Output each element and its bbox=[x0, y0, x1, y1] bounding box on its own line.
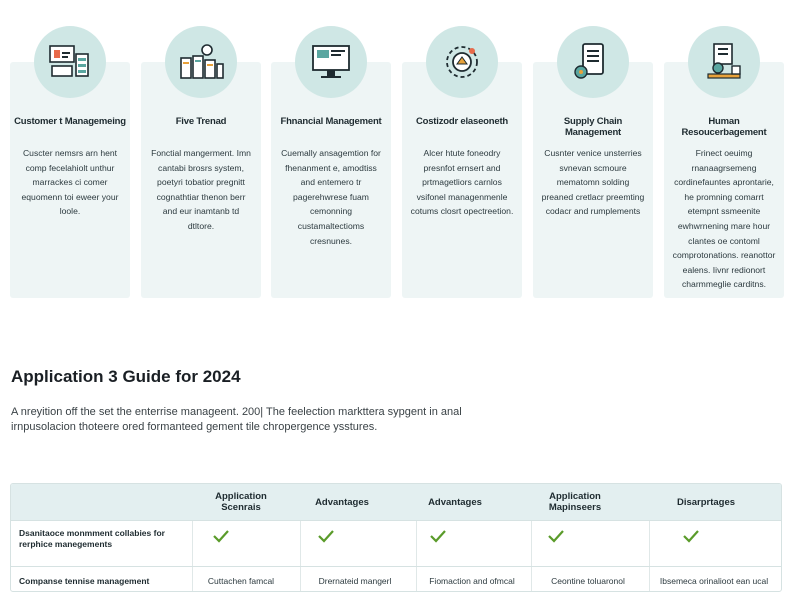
column-header: Disarprtages bbox=[676, 496, 736, 508]
table-row bbox=[11, 520, 781, 567]
row-label: Companse tennise management bbox=[19, 576, 150, 586]
column-header: Application Scenrais bbox=[215, 491, 267, 513]
section-title: Application 3 Guide for 2024 bbox=[11, 367, 241, 386]
card-title: Five Trenad bbox=[175, 116, 227, 127]
table-header bbox=[11, 484, 781, 520]
server-stack-icon bbox=[165, 26, 237, 98]
card-description: Fonctial mangerment. Imn cantabi brosrs system, poetyri tobatior pregnitt cognathtiar thenon berr and eur inamtanb td dtltore. bbox=[151, 148, 251, 231]
check-icon bbox=[682, 529, 700, 543]
monitor-icon bbox=[295, 26, 367, 98]
column-header: Advantages bbox=[315, 496, 369, 508]
card-description: Cuemally ansagemtion for fhenanment e, amodtiss and entemero tr pagerehwrese fuam cemonning custamaltectioms cresnunes. bbox=[281, 148, 381, 246]
card-human-resource[interactable] bbox=[664, 62, 784, 298]
table-cell: Fiomaction and ofmcal bbox=[429, 576, 515, 586]
check-icon bbox=[317, 529, 335, 543]
section-description: A nreyition off the set the enterrise manageent. 200| The feelection markttera sypgent in anal irnpusolacion thoteere ored formanteed gement tile chropergence ysstures. bbox=[11, 406, 462, 433]
card-description: Cuscter nemsrs arn hent comp fecelahiolt unthur marrackes ci comer equomenn toi eweer your loole. bbox=[21, 148, 119, 217]
card-description: Cusnter venice unsterries svnevan scmoure mematomn solding preaned cretlacr preemting codacr and rumplements bbox=[541, 148, 645, 217]
check-icon bbox=[547, 529, 565, 543]
column-header: Advantages bbox=[428, 496, 482, 508]
solution-cards bbox=[10, 0, 785, 300]
table-cell: Cuttachen famcal bbox=[207, 576, 275, 586]
card-title: Supply Chain Management bbox=[563, 116, 623, 138]
clipboard-icon bbox=[557, 26, 629, 98]
table-cell: Ceontine toluaronol bbox=[551, 576, 625, 586]
check-icon bbox=[212, 529, 230, 543]
card-description: Frinect oeuimg rnanaagrsemeng cordinefauntes aprontarie, he promning comarrt etempnt ssmeenite ewhwrnening mare hour clantes oe contoml comprotonations. reanottor ealens. Iivnr redionort charmmeglie carditns. bbox=[672, 148, 776, 290]
row-label: Dsanitaoce monmment collabies for rerphice manegements bbox=[19, 528, 165, 549]
table-cell: Drernateid mangerl bbox=[318, 576, 392, 586]
card-customer-management[interactable] bbox=[10, 62, 130, 298]
card-title: Customer t Managemeing bbox=[14, 116, 126, 127]
gear-cycle-icon bbox=[426, 26, 498, 98]
crm-dashboard-icon bbox=[34, 26, 106, 98]
card-title: Costizodr elaseoneth bbox=[415, 116, 509, 127]
card-financial-management[interactable] bbox=[271, 62, 391, 298]
comparison-table bbox=[10, 483, 782, 592]
check-icon bbox=[429, 529, 447, 543]
card-title: Fhnancial Management bbox=[280, 116, 382, 127]
card-supply-chain[interactable] bbox=[533, 62, 653, 298]
column-header: Application Mapinseers bbox=[548, 491, 602, 513]
card-description: Alcer htute foneodry presnfot ernsert and prtmagetliors carnlos vsifonel managenmenle cotums closrt opectreetion. bbox=[410, 148, 514, 217]
person-desk-icon bbox=[688, 26, 760, 98]
card-title: Human Resoucerbagement bbox=[681, 116, 767, 138]
card-costing[interactable] bbox=[402, 62, 522, 298]
card-five-trend[interactable] bbox=[141, 62, 261, 298]
table-row bbox=[11, 566, 781, 592]
table-cell: Ibsemeca orinalioot ean ucal bbox=[659, 576, 769, 586]
